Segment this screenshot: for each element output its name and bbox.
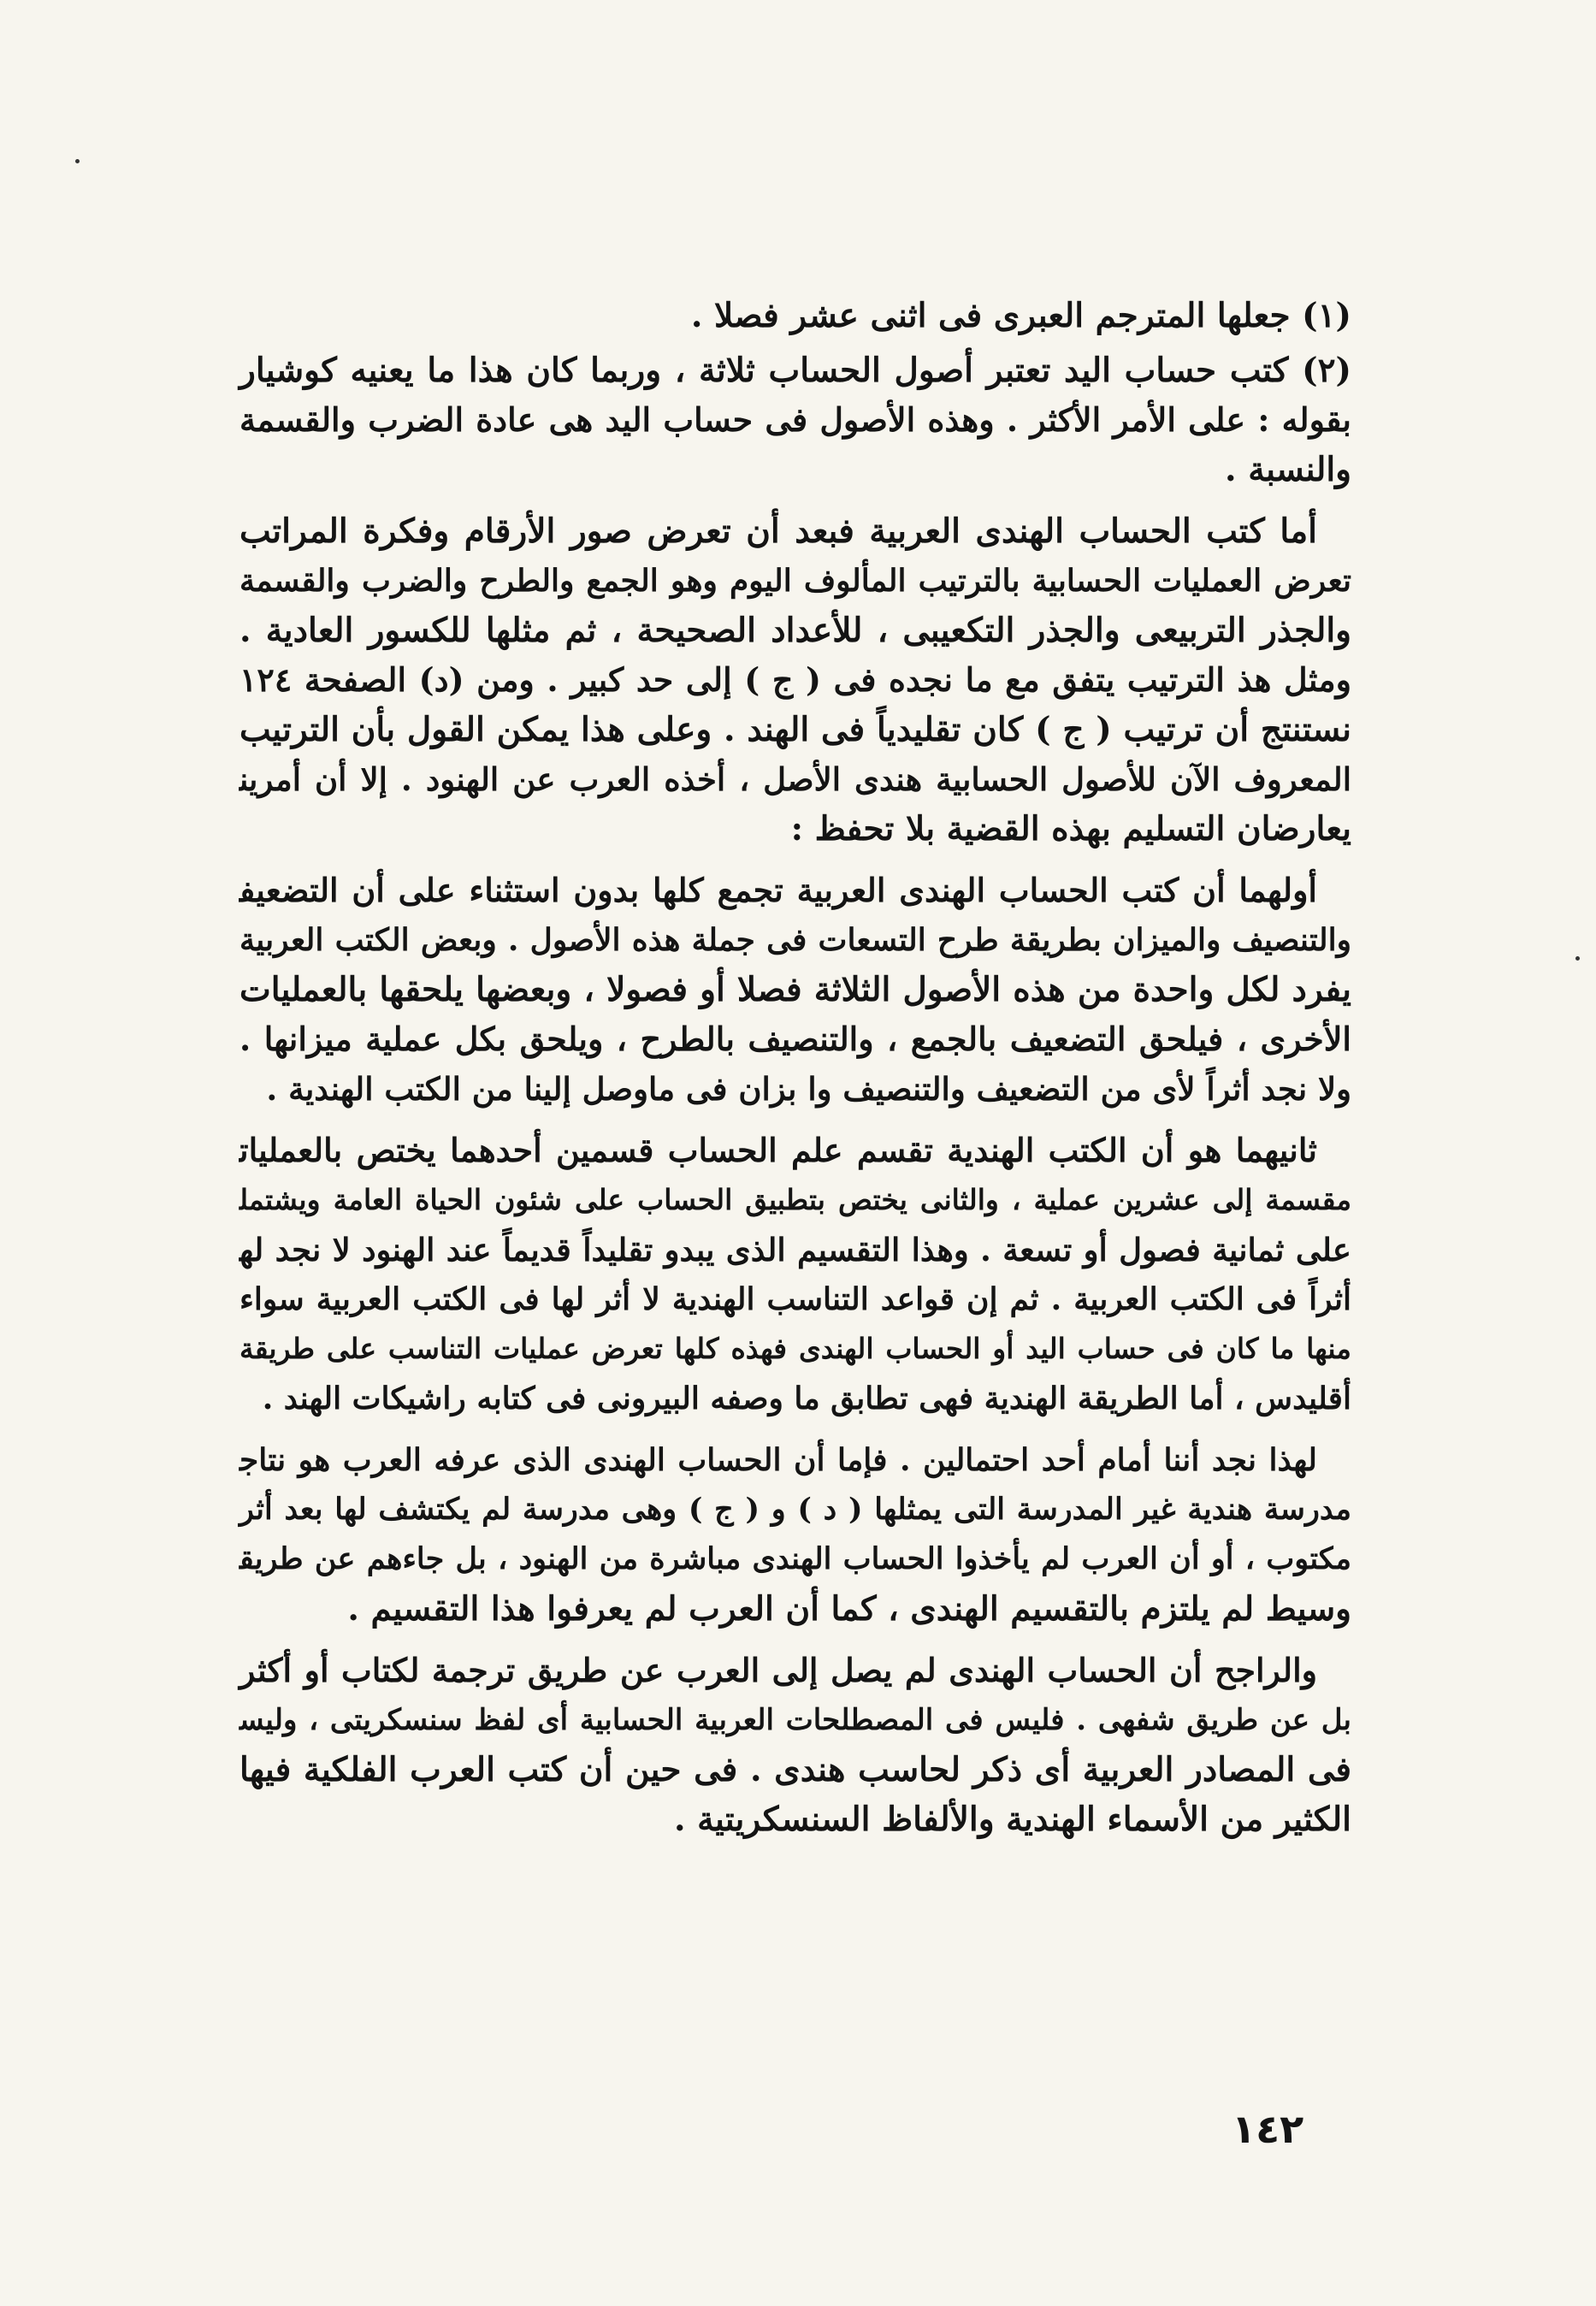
paragraph-line: مدرسة هندية غير المدرسة التى يمثلها ( د ) و ( ج ) وهى مدرسة لم يكتشف لها بعد أثر <box>239 1492 1351 1527</box>
paragraph <box>239 1435 1351 1634</box>
paragraph-line: والجذر التربيعى والجذر التكعيبى ، للأعداد الصحيحة ، ثم مثلها للكسور العادية . <box>239 611 1351 650</box>
paragraph-line: لهذا نجد أننا أمام أحد احتمالين . فإما أن الحساب الهندى الذى عرفه العرب هو نتاج <box>239 1442 1317 1478</box>
footnote-line: (١) جعلها المترجم العبرى فى اثنى عشر فصلا . <box>690 296 1351 335</box>
footnote <box>239 346 1351 494</box>
paragraph-line: ومثل هذ الترتيب يتفق مع ما نجده فى ( ج ) إلى حد كبير . ومن (د) الصفحة ١٢٤ <box>239 660 1351 699</box>
paragraph-line: المعروف الآن للأصول الحسابية هندى الأصل ، أخذه العرب عن الهنود . إلا أن أمرين <box>239 760 1351 798</box>
paragraph-line: منها ما كان فى حساب اليد أو الحساب الهندى فهذه كلها تعرض عمليات التناسب على طريقة <box>239 1332 1351 1365</box>
paragraph-line: على ثمانية فصول أو تسعة . وهذا التقسيم الذى يبدو تقليداً قديماً عند الهنود لا نجد له <box>239 1231 1351 1268</box>
paragraph-line: أما كتب الحساب الهندى العربية فبعد أن تعرض صور الأرقام وفكرة المراتب <box>239 511 1317 551</box>
scan-speck <box>75 159 80 163</box>
main-text <box>239 506 1351 1844</box>
paragraph-line: والراجح أن الحساب الهندى لم يصل إلى العرب عن طريق ترجمة لكتاب أو أكثر <box>239 1651 1317 1689</box>
paragraph-line: يفرد لكل واحدة من هذه الأصول الثلاثة فصلا أو فصولا ، وبعضها يلحقها بالعمليات <box>239 970 1351 1009</box>
paragraph-line: أقليدس ، أما الطريقة الهندية فهى تطابق ما وصفه البيرونى فى كتابه راشيكات الهند . <box>262 1381 1351 1416</box>
page-number: ١٤٢ <box>1232 2106 1304 2152</box>
paragraph <box>239 1646 1351 1844</box>
footnotes-block <box>239 291 1351 494</box>
footnote-line: والنسبة . <box>1225 450 1351 489</box>
paragraph <box>239 866 1351 1114</box>
paragraph-line: الكثير من الأسماء الهندية والألفاظ السنسكريتية . <box>673 1800 1351 1839</box>
footnote-line: بقوله : على الأمر الأكثر . وهذه الأصول فى حساب اليد هى عادة الضرب والقسمة <box>239 400 1351 439</box>
paragraph-line: الأخرى ، فيلحق التضعيف بالجمع ، والتنصيف بالطرح ، ويلحق بكل عملية ميزانها . <box>239 1020 1351 1058</box>
paragraph-line: تعرض العمليات الحسابية بالترتيب المألوف اليوم وهو الجمع والطرح والضرب والقسمة <box>239 563 1351 599</box>
paragraph-line: يعارضان التسليم بهذه القضية بلا تحفظ : <box>790 809 1351 848</box>
paragraph-line: بل عن طريق شفهى . فليس فى المصطلحات العربية الحسابية أى لفظ سنسكريتى ، وليس <box>239 1703 1351 1737</box>
footnote-line: (٢) كتب حساب اليد تعتبر أصول الحساب ثلاثة ، وربما كان هذا ما يعنيه كوشيار <box>239 351 1351 390</box>
paragraph-line: أثراً فى الكتب العربية . ثم إن قواعد التناسب الهندية لا أثر لها فى الكتب العربية سواء <box>239 1281 1351 1317</box>
paragraph-line: فى المصادر العربية أى ذكر لحاسب هندى . فى حين أن كتب العرب الفلكية فيها <box>239 1750 1351 1789</box>
paragraph-line: مقسمة إلى عشرين عملية ، والثانى يختص بتطبيق الحساب على شئون الحياة العامة ويشتمل <box>239 1183 1351 1216</box>
page-body <box>239 291 1351 1844</box>
scan-speck <box>1575 956 1580 961</box>
paragraph-line: ولا نجد أثراً لأى من التضعيف والتنصيف وا بزان فى ماوصل إلينا من الكتب الهندية . <box>266 1070 1351 1108</box>
paragraph-line: وسيط لم يلتزم بالتقسيم الهندى ، كما أن العرب لم يعرفوا هذا التقسيم . <box>347 1589 1351 1629</box>
paragraph <box>239 506 1351 854</box>
paragraph-line: نستنتج أن ترتيب ( ج ) كان تقليدياً فى الهند . وعلى هذا يمكن القول بأن الترتيب <box>239 710 1351 749</box>
footnote <box>239 291 1351 340</box>
paragraph-line: ثانيهما هو أن الكتب الهندية تقسم علم الحساب قسمين أحدهما يختص بالعمليات <box>239 1131 1317 1169</box>
paragraph-line: والتنصيف والميزان بطريقة طرح التسعات فى جملة هذه الأصول . وبعض الكتب العربية <box>239 922 1351 958</box>
paragraph <box>239 1126 1351 1423</box>
paragraph-line: أولهما أن كتب الحساب الهندى العربية تجمع كلها بدون استثناء على أن التضعيف <box>239 871 1317 909</box>
paragraph-line: مكتوب ، أو أن العرب لم يأخذوا الحساب الهندى مباشرة من الهنود ، بل جاءهم عن طريق <box>239 1541 1351 1576</box>
